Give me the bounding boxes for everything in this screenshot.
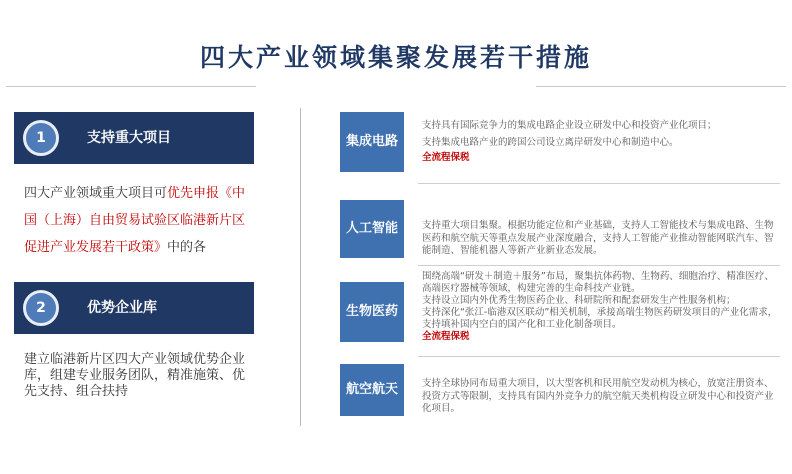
page-title: 四大产业领域集聚发展若干措施	[199, 43, 592, 72]
major-projects-text	[24, 180, 250, 261]
text-plain: 四大产业领域重大项目可	[24, 186, 168, 201]
row-divider	[418, 183, 780, 184]
text-highlight: 优先申报《中国（上海）自由贸易试验区临港新片区促进产业发展若干政策》	[24, 186, 246, 255]
desc-line: 支持具有国际竞争力的集成电路企业设立研发中心和投资产业化项目；	[422, 120, 717, 131]
row-divider	[418, 356, 780, 357]
text-plain: 中的各	[167, 240, 207, 255]
bonded-tag: 全流程保税	[422, 152, 470, 163]
desc-line: 支持全球协同布局重大项目，以大型客机和民用航空发动机为核心，放宽注册资本、投资方式等限制，支持具有国内外竞争力的航空航天类机构设立研发中心和投资产业化项目。	[422, 378, 774, 414]
section-label: 优势企业库	[87, 300, 157, 316]
sector-label-aerospace: 航空航天	[340, 364, 404, 416]
section-number-badge: 1	[23, 120, 59, 156]
row-divider	[418, 265, 780, 266]
section-number-badge: 2	[23, 290, 59, 326]
title-divider-left	[6, 86, 256, 87]
sector-desc-ai	[422, 220, 782, 258]
sector-label-ai: 人工智能	[340, 200, 404, 258]
sector-desc-aerospace	[422, 378, 782, 416]
title-divider-right	[536, 86, 786, 87]
desc-line: 支持重大项目集聚。根据功能定位和产业基础，支持人工智能技术与集成电路、生物医药和航空航天等重点发展产业深度融合，支持人工智能产业推动智能网联汽车、智能制造、智能机器人等新产业新业态发展。	[422, 220, 774, 256]
sector-label-biomed: 生物医药	[340, 282, 404, 342]
column-divider	[300, 108, 301, 426]
desc-line: 支持设立国内外优秀生物医药企业、科研院所和配套研发生产性服务机构；	[422, 295, 736, 306]
enterprise-pool-text: 建立临港新片区四大产业领域优势企业库，组建专业服务团队，精准施策、优先支持、组合扶持	[24, 352, 246, 399]
section-bar-enterprise-pool	[14, 282, 254, 334]
desc-line: 围绕高端“研发＋制造＋服务”布局，聚集抗体药物、生物药、细胞治疗、精准医疗、高端医疗器械等领域，构建完善的生命科技产业链。	[422, 271, 774, 294]
sector-label-ic: 集成电路	[340, 112, 404, 172]
section-label: 支持重大项目	[87, 130, 171, 146]
desc-line: 支持集成电路产业的跨国公司设立离岸研发中心和制造中心。	[422, 136, 679, 148]
bonded-tag: 全流程保税	[422, 331, 470, 342]
sector-desc-biomed	[422, 271, 782, 343]
desc-line: 支持深化“张江-临港双区联动”相关机制，承接高端生物医药研发项目的产业化需求，支持填补国内空白的国产化和工业化制备项目。	[422, 307, 778, 330]
section-bar-major-projects	[14, 112, 254, 164]
sector-desc-ic	[422, 120, 782, 165]
